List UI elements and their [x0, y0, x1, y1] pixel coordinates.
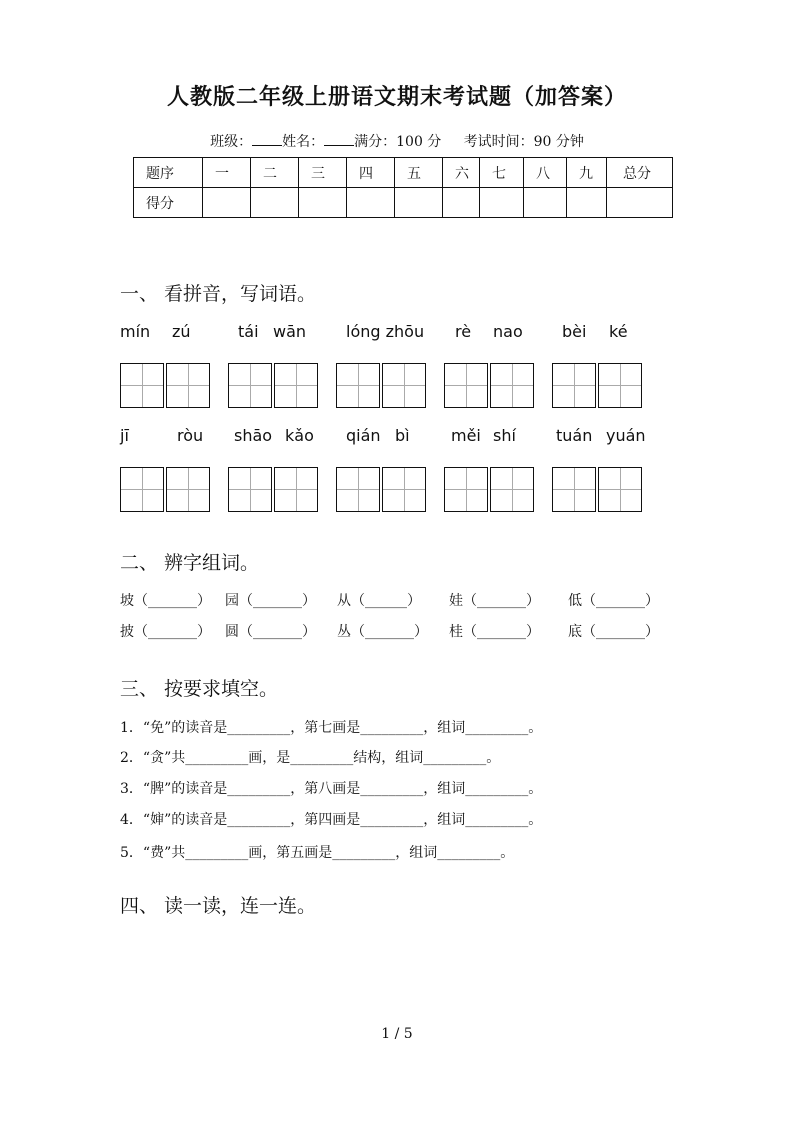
- score-header-cell: 题序: [134, 158, 203, 188]
- pinyin: mín: [120, 322, 151, 341]
- section-heading-1: 一、 看拼音，写词语。: [120, 283, 317, 305]
- score-table-header-row: [134, 158, 673, 188]
- score-cell[interactable]: [524, 188, 567, 218]
- pinyin: ké: [609, 322, 628, 341]
- tianzige-box[interactable]: [382, 363, 426, 408]
- tianzige-box[interactable]: [274, 467, 318, 512]
- char-fill-item[interactable]: 园（_______）: [225, 593, 316, 609]
- score-cell[interactable]: [347, 188, 395, 218]
- char-fill-item[interactable]: 坡（_______）: [120, 593, 211, 609]
- pinyin: zú: [172, 322, 191, 341]
- pinyin-row-2: [0, 426, 794, 450]
- section-heading-2: 二、 辨字组词。: [120, 552, 260, 574]
- pinyin: shāo: [234, 426, 273, 445]
- char-fill-item[interactable]: 底（_______）: [568, 624, 659, 640]
- tianzige-box[interactable]: [444, 363, 488, 408]
- fill-question[interactable]: 5．“费”共_________画，第五画是_________，组词_________。: [120, 845, 515, 861]
- pinyin: bì: [395, 426, 410, 445]
- pinyin: rè: [455, 322, 472, 341]
- score-header-cell: 三: [299, 158, 347, 188]
- full-score: 满分：100 分: [354, 134, 442, 150]
- pinyin: lóng zhōu: [346, 322, 425, 341]
- class-blank[interactable]: [252, 133, 282, 146]
- char-fill-item[interactable]: 丛（_______）: [337, 624, 428, 640]
- class-label: 班级：: [210, 134, 253, 150]
- tianzige-box[interactable]: [166, 467, 210, 512]
- tianzige-box[interactable]: [228, 467, 272, 512]
- pinyin: tuán: [556, 426, 593, 445]
- exam-time: 考试时间：90 分钟: [463, 134, 584, 150]
- score-row-label: 得分: [134, 188, 203, 218]
- exam-info: [0, 131, 794, 151]
- score-header-cell: 总分: [607, 158, 673, 188]
- page-number: 1 / 5: [381, 1026, 413, 1042]
- char-fill-item[interactable]: 低（_______）: [568, 593, 659, 609]
- score-table-score-row: [134, 188, 673, 218]
- score-header-cell: 九: [567, 158, 607, 188]
- pinyin: qián: [346, 426, 381, 445]
- score-cell[interactable]: [203, 188, 251, 218]
- score-cell[interactable]: [395, 188, 443, 218]
- pinyin-row-1: [0, 322, 794, 346]
- pinyin: wān: [273, 322, 307, 341]
- score-cell[interactable]: [480, 188, 524, 218]
- pinyin: shí: [493, 426, 516, 445]
- score-cell[interactable]: [251, 188, 299, 218]
- score-header-cell: 二: [251, 158, 299, 188]
- score-header-cell: 四: [347, 158, 395, 188]
- char-fill-item[interactable]: 披（_______）: [120, 624, 211, 640]
- score-header-cell: 七: [480, 158, 524, 188]
- tianzige-box[interactable]: [552, 363, 596, 408]
- tianzige-box[interactable]: [552, 467, 596, 512]
- fill-question[interactable]: 1．“免”的读音是_________，第七画是_________，组词_________。: [120, 720, 543, 736]
- score-table: [133, 157, 673, 218]
- section-heading-3: 三、 按要求填空。: [120, 678, 279, 700]
- fill-question[interactable]: 3．“脾”的读音是_________，第八画是_________，组词_________。: [120, 781, 543, 797]
- pinyin: nao: [493, 322, 523, 341]
- char-fill-item[interactable]: 娃（_______）: [449, 593, 540, 609]
- pinyin: jī: [120, 426, 129, 445]
- tianzige-box[interactable]: [598, 363, 642, 408]
- tianzige-box[interactable]: [120, 467, 164, 512]
- tianzige-box[interactable]: [166, 363, 210, 408]
- score-header-cell: 一: [203, 158, 251, 188]
- score-cell[interactable]: [443, 188, 480, 218]
- tianzige-box[interactable]: [598, 467, 642, 512]
- tianzige-box[interactable]: [120, 363, 164, 408]
- score-cell[interactable]: [607, 188, 673, 218]
- char-fill-item[interactable]: 从（______）: [337, 593, 421, 609]
- tianzige-box[interactable]: [336, 363, 380, 408]
- pinyin: měi: [451, 426, 481, 445]
- pinyin: tái: [238, 322, 259, 341]
- pinyin: bèi: [562, 322, 587, 341]
- score-cell[interactable]: [299, 188, 347, 218]
- tianzige-box[interactable]: [382, 467, 426, 512]
- pinyin: ròu: [177, 426, 204, 445]
- tianzige-box[interactable]: [490, 363, 534, 408]
- score-header-cell: 八: [524, 158, 567, 188]
- tianzige-box[interactable]: [228, 363, 272, 408]
- char-fill-item[interactable]: 圆（_______）: [225, 624, 316, 640]
- tianzige-box[interactable]: [444, 467, 488, 512]
- fill-question[interactable]: 4．“婶”的读音是_________，第四画是_________，组词_________。: [120, 812, 543, 828]
- name-label: 姓名：: [282, 134, 325, 150]
- pinyin: yuán: [606, 426, 646, 445]
- char-fill-item[interactable]: 桂（_______）: [449, 624, 540, 640]
- tianzige-box[interactable]: [490, 467, 534, 512]
- tianzige-box[interactable]: [274, 363, 318, 408]
- page-title: 人教版二年级上册语文期末考试题（加答案）: [166, 84, 627, 110]
- score-cell[interactable]: [567, 188, 607, 218]
- fill-question[interactable]: 2．“贪”共_________画，是_________结构，组词_________。: [120, 750, 501, 766]
- score-header-cell: 六: [443, 158, 480, 188]
- pinyin: kǎo: [285, 426, 314, 445]
- name-blank[interactable]: [324, 133, 354, 146]
- score-header-cell: 五: [395, 158, 443, 188]
- section-heading-4: 四、 读一读，连一连。: [120, 895, 317, 917]
- tianzige-box[interactable]: [336, 467, 380, 512]
